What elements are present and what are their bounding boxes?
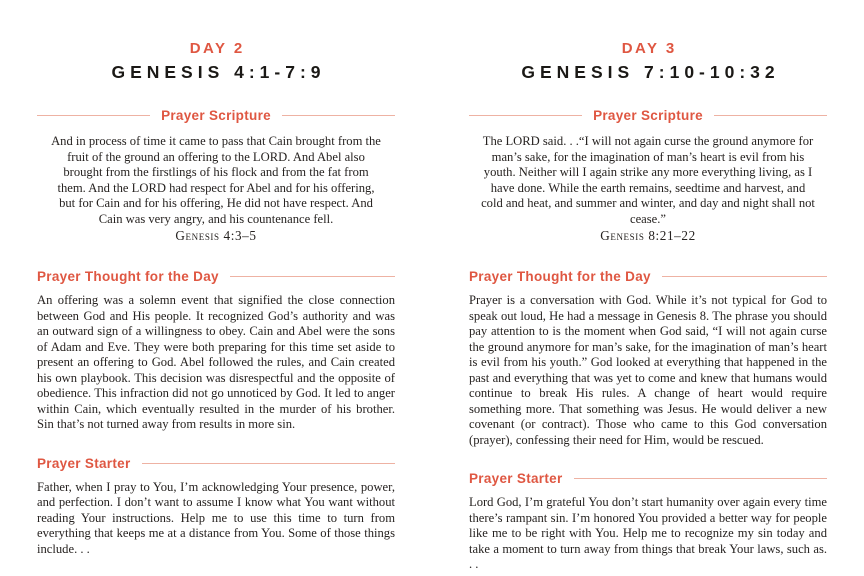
prayer-starter-heading	[37, 456, 395, 471]
prayer-thought-heading	[469, 269, 827, 284]
thought-text: An offering was a solemn event that signified the close connection between God and His people. It recognized God’s authority and was an outward sign of a willingness to obey. Cain and Abel were the sons of Adam and Eve. They were both preparing for this time set aside to present an offering to God. Abel followed the rules, and Cain created his own playbook. This decision was disrespectful and the opposite of obedience. This infraction did not go unnoticed by God. It led to anger within Cain, which eventually resulted in the murder of his brother. Sin that’s not turned away from results in more sin.	[37, 293, 395, 431]
scripture-reference: Genesis 8:21–22	[600, 228, 696, 243]
passage-title: GENESIS 4:1-7:9	[111, 62, 326, 82]
heading-label: Prayer Scripture	[161, 108, 271, 123]
heading-rule-right	[574, 478, 827, 479]
scripture-reference: Genesis 4:3–5	[175, 228, 257, 243]
day-label: DAY 3	[621, 40, 677, 57]
starter-text: Lord God, I’m grateful You don’t start humanity over again every time there’s rampant sin. I’m honored You provided a better way for people like me to be right with You. Help me to recognize my sin today and take a moment to turn away from things that break Your laws, such as. . .	[469, 495, 827, 571]
heading-label: Prayer Thought for the Day	[37, 269, 219, 284]
heading-rule-right	[662, 276, 827, 277]
passage-title: GENESIS 7:10-10:32	[521, 62, 780, 82]
heading-label: Prayer Starter	[469, 471, 563, 486]
prayer-scripture-heading	[469, 108, 827, 123]
heading-rule-right	[282, 115, 395, 116]
thought-text: Prayer is a conversation with God. While it’s not typical for God to speak out loud, He had a message in Genesis 8. The phrase you should pay attention to is the moment when God said, “I will not again curse the ground anymore for man’s sake, for the imagination of man’s heart is evil from his youth.” God looked at everything that happened in the past and everything that was yet to come and knew that humans would continue to break His rules. A change of heart would require something more. That something was Jesus. He would deliver a new covenant (or contract). Those who came to this God conversation (prayer), confessing their need for Him, would be rescued.	[469, 293, 827, 447]
heading-rule-right	[230, 276, 395, 277]
heading-label: Prayer Thought for the Day	[469, 269, 651, 284]
prayer-scripture-heading	[37, 108, 395, 123]
heading-label: Prayer Scripture	[593, 108, 703, 123]
scripture-text: And in process of time it came to pass that Cain brought from the fruit of the ground an offering to the LORD. And Abel also brought from the firstlings of his flock and from the fat from them. And the LORD had respect for Abel and for his offering, but for Cain and for his offering, He did not have respect. And Cain was very angry, and his countenance fell.	[51, 134, 381, 226]
heading-rule-left	[469, 115, 582, 116]
page-header	[469, 40, 827, 83]
prayer-thought-heading	[37, 269, 395, 284]
heading-label: Prayer Starter	[37, 455, 131, 471]
prayer-starter-heading	[469, 471, 827, 486]
heading-rule-left	[37, 115, 150, 116]
heading-rule-right	[714, 115, 827, 116]
day-label: DAY 2	[189, 40, 245, 57]
scripture-text: The LORD said. . .“I will not again curse the ground anymore for man’s sake, for the imagination of man’s heart is evil from his youth. Neither will I again strike any more everything living, as I have done. While the earth remains, seedtime and harvest, and cold and heat, and summer and winter, and day and night shall not cease.”	[481, 134, 815, 226]
starter-text: Father, when I pray to You, I’m acknowledging Your presence, power, and perfection. I don’t want to assume I know what You want without reading Your instructions. Help me to use this time to turn from everything that keeps me at a distance from You. Some of those things include. . .	[37, 479, 395, 556]
page-header	[37, 40, 395, 83]
heading-rule-right	[142, 463, 395, 464]
page-day-3	[432, 0, 864, 576]
